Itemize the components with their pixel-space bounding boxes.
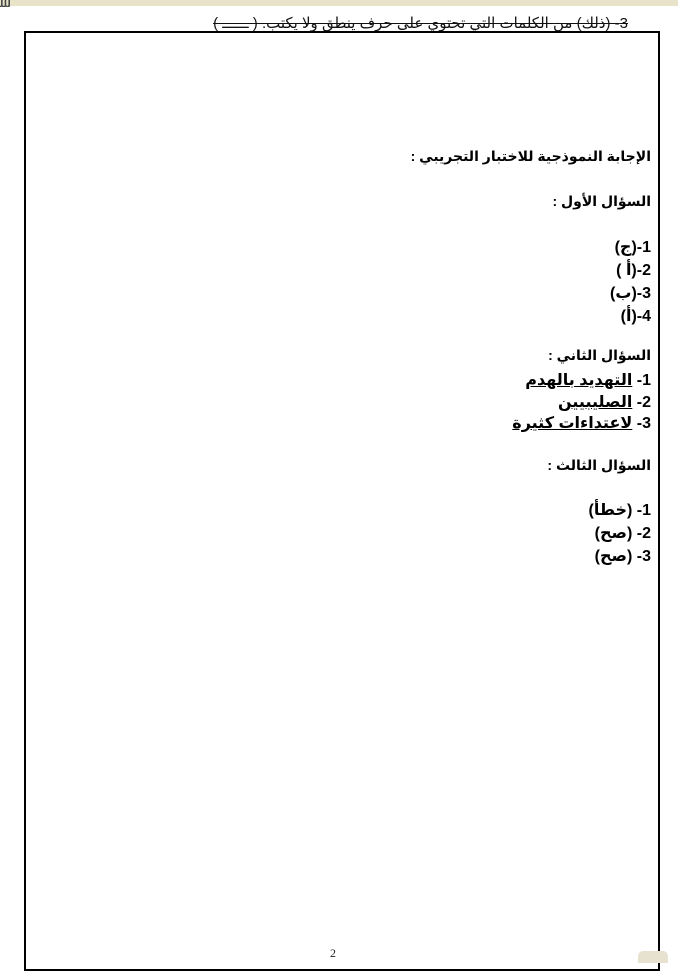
q3-heading: السؤال الثالث : (547, 457, 651, 473)
q2-answer-1-text: التهديد بالهدم (525, 372, 633, 389)
q3-answer-2: 2- (صح) (594, 525, 651, 542)
q2-answer-1-num: 1- (636, 372, 651, 389)
q1-answer-2: 2-(أ ) (616, 262, 651, 279)
q2-answer-1 (525, 370, 651, 390)
q3-answer-3: 3- (صح) (594, 548, 651, 565)
page-title: الإجابة النموذجية للاختبار التجريبي : (410, 148, 651, 164)
q1-answer-1: 1-(ج) (614, 239, 651, 256)
q2-heading: السؤال الثاني : (548, 347, 651, 363)
q1-heading: السؤال الأول : (552, 193, 651, 209)
corner-tab (638, 951, 668, 963)
q2-answer-3-text: لاعتداءات كثيرة (512, 415, 633, 432)
page-number: 2 (330, 946, 336, 960)
q2-answer-3 (512, 413, 651, 433)
q3-answer-1: 1- (خطأ) (588, 502, 651, 519)
q2-answer-3-num: 3- (636, 415, 651, 432)
q1-answer-4: 4-(أ) (620, 308, 651, 325)
q2-answer-2 (558, 392, 651, 412)
previous-page-line: 3- (ذلك) من الكلمات التي تحتوي على حرف ينطق ولا يكتب. ( ــــــ ) (213, 15, 628, 32)
q2-answer-2-text: الصليبيين (558, 394, 633, 411)
q1-answer-3: 3-(ب) (610, 285, 651, 302)
q2-answer-2-num: 2- (636, 394, 651, 411)
top-strip-mark: ﻟﻠﻠ (0, 0, 11, 9)
